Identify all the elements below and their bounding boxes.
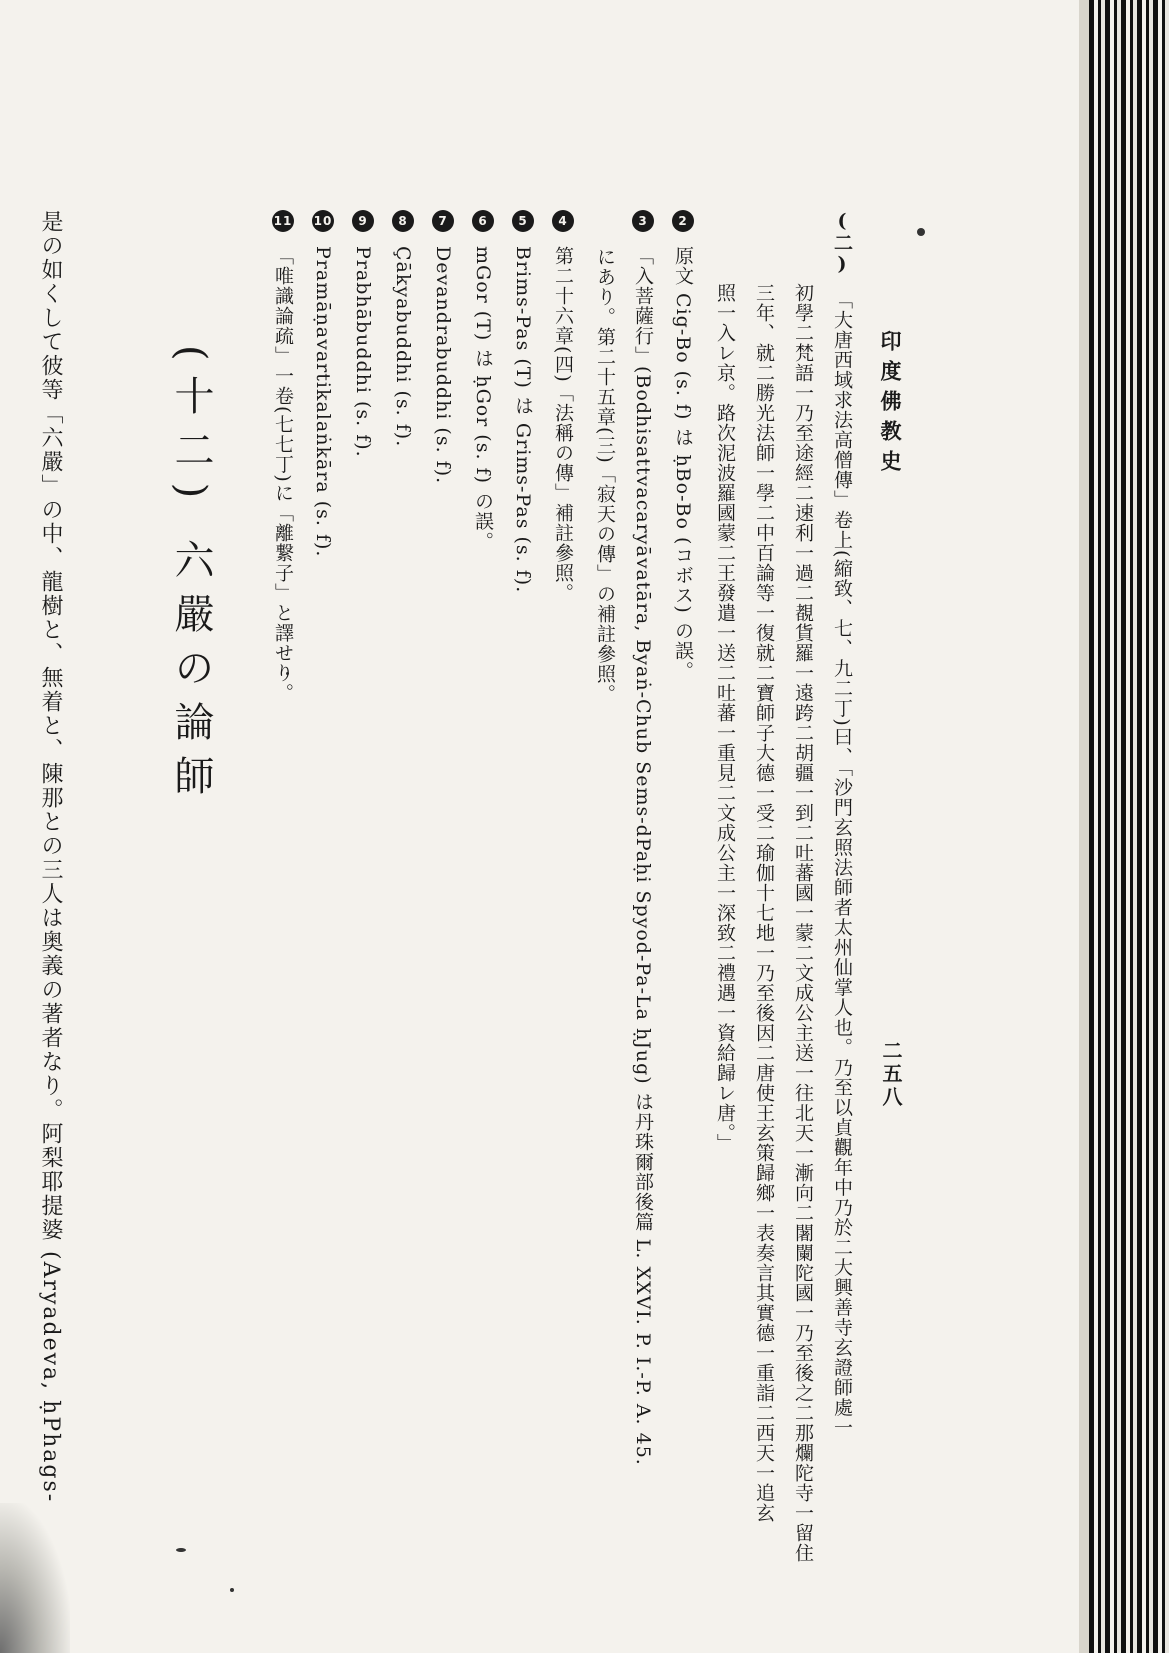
note-circled-2: 2原文 Cig-Bo (s. f) は ḥBo-Bo (コボス) の誤。	[672, 210, 694, 681]
binding-shadow	[1079, 0, 1089, 1653]
note-circled-10: 10Pramāṇavartikalaṅkāra (s. f).	[312, 210, 334, 557]
scan-speck	[917, 228, 925, 236]
section-heading: (十二) 六嚴の論師	[168, 345, 214, 809]
body-paragraph: 是の如くして彼等「六嚴」の中、龍樹と、無着と、陳那との三人は奥義の著者なり。阿梨耶提婆 (Aryadeva, ḥPhags-	[38, 210, 63, 1504]
note-2-line-3: 三年、就二勝光法師一學二中百論等一復就二寶師子大德一受二瑜伽十七地一乃至後因二唐使王玄策歸鄉一表奏言其實德一重詣二西天一追玄	[753, 283, 775, 1523]
note-2-line-4: 照一入レ京。路次泥波羅國蒙二王發遣一送二吐蕃一重見二文成公主一深致二禮遇一資給歸レ唐。」	[714, 283, 736, 1154]
note-circled-7: 7Devandrabuddhi (s. f).	[432, 210, 454, 484]
note-marker: 9	[352, 210, 374, 232]
note-marker: 8	[392, 210, 414, 232]
book-binding-edge	[1089, 0, 1169, 1653]
note-marker: 4	[552, 210, 574, 232]
note-marker: 6	[472, 210, 494, 232]
note-circled-9: 9Prabhābuddhi (s. f).	[352, 210, 374, 458]
note-marker: 11	[272, 210, 294, 232]
note-circled-3-line-1: 3「入菩薩行」(Bodhisattvacaryāvatāra, Byaṅ-Chub Sems-dPaḥi Spyod-Pa-La ḥJug) は丹珠爾部後篇 L. XXVI. P. I.-P. A. 45.	[632, 210, 654, 1466]
note-circled-4: 4第二十六章(四)「法稱の傳」補註參照。	[552, 210, 574, 603]
scan-speck	[230, 1588, 234, 1592]
note-circled-5: 5Brims-Pas (T) は Grims-Pas (s. f).	[512, 210, 534, 593]
note-circled-6: 6mGor (T) は ḥGor (s. f) の誤。	[472, 210, 494, 551]
note-circled-3-line-2: にあり。第二十五章(三)「寂天の傳」の補註參照。	[594, 247, 616, 704]
note-2-line-2: 初學二梵語一乃至途經二速利一過二覩貨羅一遠跨二胡疆一到二吐蕃國一蒙二文成公主送一往北天一漸向二闍闌陀國一乃至後之二那爛陀寺一留住	[792, 283, 814, 1563]
note-circled-8: 8Çākyabuddhi (s. f).	[392, 210, 414, 447]
note-marker: 3	[632, 210, 654, 232]
scan-speck	[176, 1548, 186, 1552]
note-marker: 7	[432, 210, 454, 232]
note-marker: 5	[512, 210, 534, 232]
scan-smudge	[0, 1503, 70, 1653]
note-marker: 10	[312, 210, 334, 232]
running-header-title: 印度佛教史	[878, 330, 903, 480]
note-2-line-1: (二)「大唐西域求法高僧傳」卷上(縮致、七、九二丁)曰、「沙門玄照法師者太州仙掌人也。乃至以貞觀年中乃於二大興善寺玄證師處一	[831, 210, 853, 1438]
page-number: 二五八	[879, 1040, 903, 1109]
note-marker: 2	[672, 210, 694, 232]
note-marker: (二)	[831, 210, 853, 276]
note-circled-11: 11「唯識論疏」一卷(七七丁)に「離繋子」と譯せり。	[272, 210, 294, 703]
